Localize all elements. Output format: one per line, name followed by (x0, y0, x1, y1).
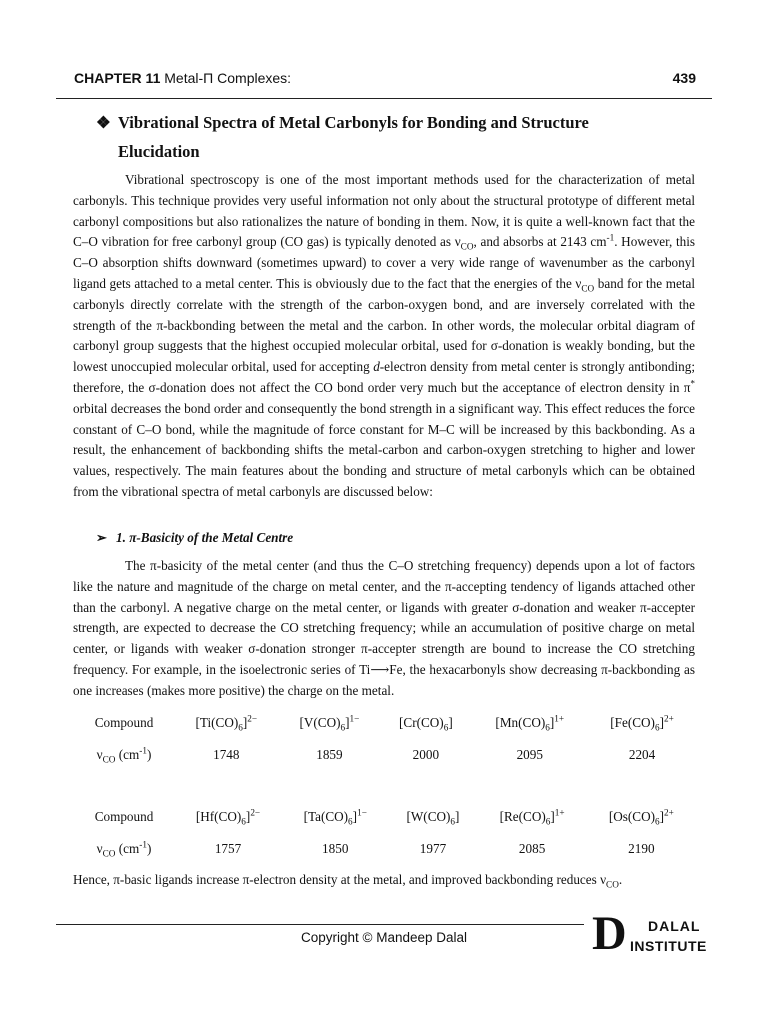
value-cell: 1850 (322, 841, 349, 856)
frequency-table-row1 (74, 707, 696, 771)
logo-letter: D (592, 907, 627, 960)
frequency-label: $\nu_{CO}$ $(cm^{-1})$ (96, 745, 152, 765)
compound-cell: $[Mn(CO)_6]^{1+}$ (495, 713, 565, 733)
value-cell: 1859 (316, 747, 343, 762)
table-row (74, 739, 696, 771)
header-divider (56, 98, 712, 99)
subsection-title: 1. π-Basicity of the Metal Centre (116, 530, 294, 545)
value-cell: 2190 (628, 841, 655, 856)
logo-word-institute: INSTITUTE (630, 938, 707, 954)
compound-label: Compound (94, 715, 154, 730)
diamond-bullet-icon: ❖ (96, 113, 111, 132)
frequency-label: $\nu_{CO}$ $(cm^{-1})$ (96, 839, 152, 859)
value-cell: 2085 (518, 841, 546, 856)
page-header (74, 70, 696, 86)
value-cell: 2204 (628, 747, 656, 762)
logo-word-dalal: DALAL (648, 918, 701, 934)
intro-paragraph (73, 170, 695, 503)
dalal-institute-logo (592, 907, 722, 960)
basicity-text: The π-basicity of the metal center (and thus the C–O stretching frequency) depends upon a lot of factors like the nature and magnitude of the charge on metal center, and the π-accepting tendency of ligands attached other than the carbonyl. A negative charge on the metal center, or ligands with greater σ-donation and weaker π-accepter strength, are expected to decrease the CO stretching frequency; while an accumulation of positive charge on metal center, or ligands with weaker σ-donation stronger π-accepter strength are bound to increase the CO stretching frequency. For example, in the isoelectronic series of Ti⟶Fe, the hexacarbonyls show decreasing π-backbonding as one increases (makes more positive) the charge on the metal. (73, 558, 695, 698)
table-row (74, 833, 696, 865)
compound-cell: $[Hf(CO)_6]^{2-}$ (195, 807, 261, 827)
section-title-line2: Elucidation (118, 142, 200, 161)
compound-cell: $[Cr(CO)_6]$ (399, 715, 453, 733)
subsection-heading (96, 530, 293, 546)
value-cell: 1748 (213, 747, 240, 762)
chapter-title: Metal-Π Complexes: (164, 70, 292, 86)
chapter-number: CHAPTER 11 (74, 70, 161, 86)
conclusion-text: Hence, π-basic ligands increase π-electron density at the metal, and improved backbonding reduces $\nu_{CO}$. (73, 872, 623, 890)
compound-cell: $[Os(CO)_6]^{2+}$ (608, 807, 674, 827)
value-cell: 1977 (419, 841, 447, 856)
section-title (96, 108, 696, 166)
value-cell: 1757 (214, 841, 242, 856)
compound-cell: $[Ti(CO)_6]^{2-}$ (195, 713, 258, 733)
compound-cell: $[Ta(CO)_6]^{1-}$ (303, 807, 367, 827)
table-row (74, 801, 696, 833)
copyright-text: Copyright © Mandeep Dalal (300, 930, 468, 945)
frequency-table-row2 (74, 801, 696, 865)
basicity-paragraph (73, 556, 695, 702)
intro-text: Vibrational spectroscopy is one of the most important methods used for the characterization of metal carbonyls. This technique provides very useful information not only about the structural prototype of different metal carbonyl compositions but also rationalizes the nature of bonding in them. Now, it is quite a well-known fact that the C–O vibration for free carbonyl group (CO gas) is typically denoted as $\nu_{CO}$, and absorbs at 2143 $cm^{-1}$. However, this C–O absorption shifts downward (sometimes upward) to cover a very wide range of wavenumber as the carbonyl ligand gets attached to a metal center. This is obviously due to the fact that the energies of the $\nu_{CO}$ band for the metal carbonyls directly correlate with the strength of the carbon-oxygen bond, and are inversely correlated with the strength of the π-backbonding between the metal and the carbon. In other words, the molecular orbital diagram of carbonyl group suggests that the highest occupied molecular orbital, used for σ-donation is weakly bonding, but the lowest unoccupied molecular orbital, used for accepting d-electron density from metal center is strongly antibonding; therefore, the σ-donation does not affect the CO bond order very much but the acceptance of electron density in π* orbital decreases the bond order and consequently the bond strength in a significant way. This effect reduces the force constant of C–O bond, while the magnitude of force constant for M–C will be increased by this backbonding. As a result, the enhancement of backbonding shifts the metal-carbon and carbon-oxygen stretching to higher and lower values, respectively. The main features about the bonding and structure of metal carbonyls which can be obtained from the vibrational spectra of metal carbonyls are discussed below: (73, 172, 696, 499)
compound-cell: $[Fe(CO)_6]^{2+}$ (610, 713, 674, 733)
arrow-bullet-icon: ➢ (96, 530, 108, 545)
compound-cell: $[Re(CO)_6]^{1+}$ (499, 807, 565, 827)
chapter-heading (74, 70, 291, 86)
compound-label: Compound (94, 809, 154, 824)
value-cell: 2000 (412, 747, 440, 762)
table-row (74, 707, 696, 739)
compound-cell: $[W(CO)_6]$ (406, 809, 460, 827)
section-title-line1: Vibrational Spectra of Metal Carbonyls for Bonding and Structure (118, 113, 589, 132)
page-number: 439 (672, 70, 696, 86)
footer-divider (56, 924, 584, 925)
compound-cell: $[V(CO)_6]^{1-}$ (299, 713, 360, 733)
value-cell: 2095 (516, 747, 543, 762)
